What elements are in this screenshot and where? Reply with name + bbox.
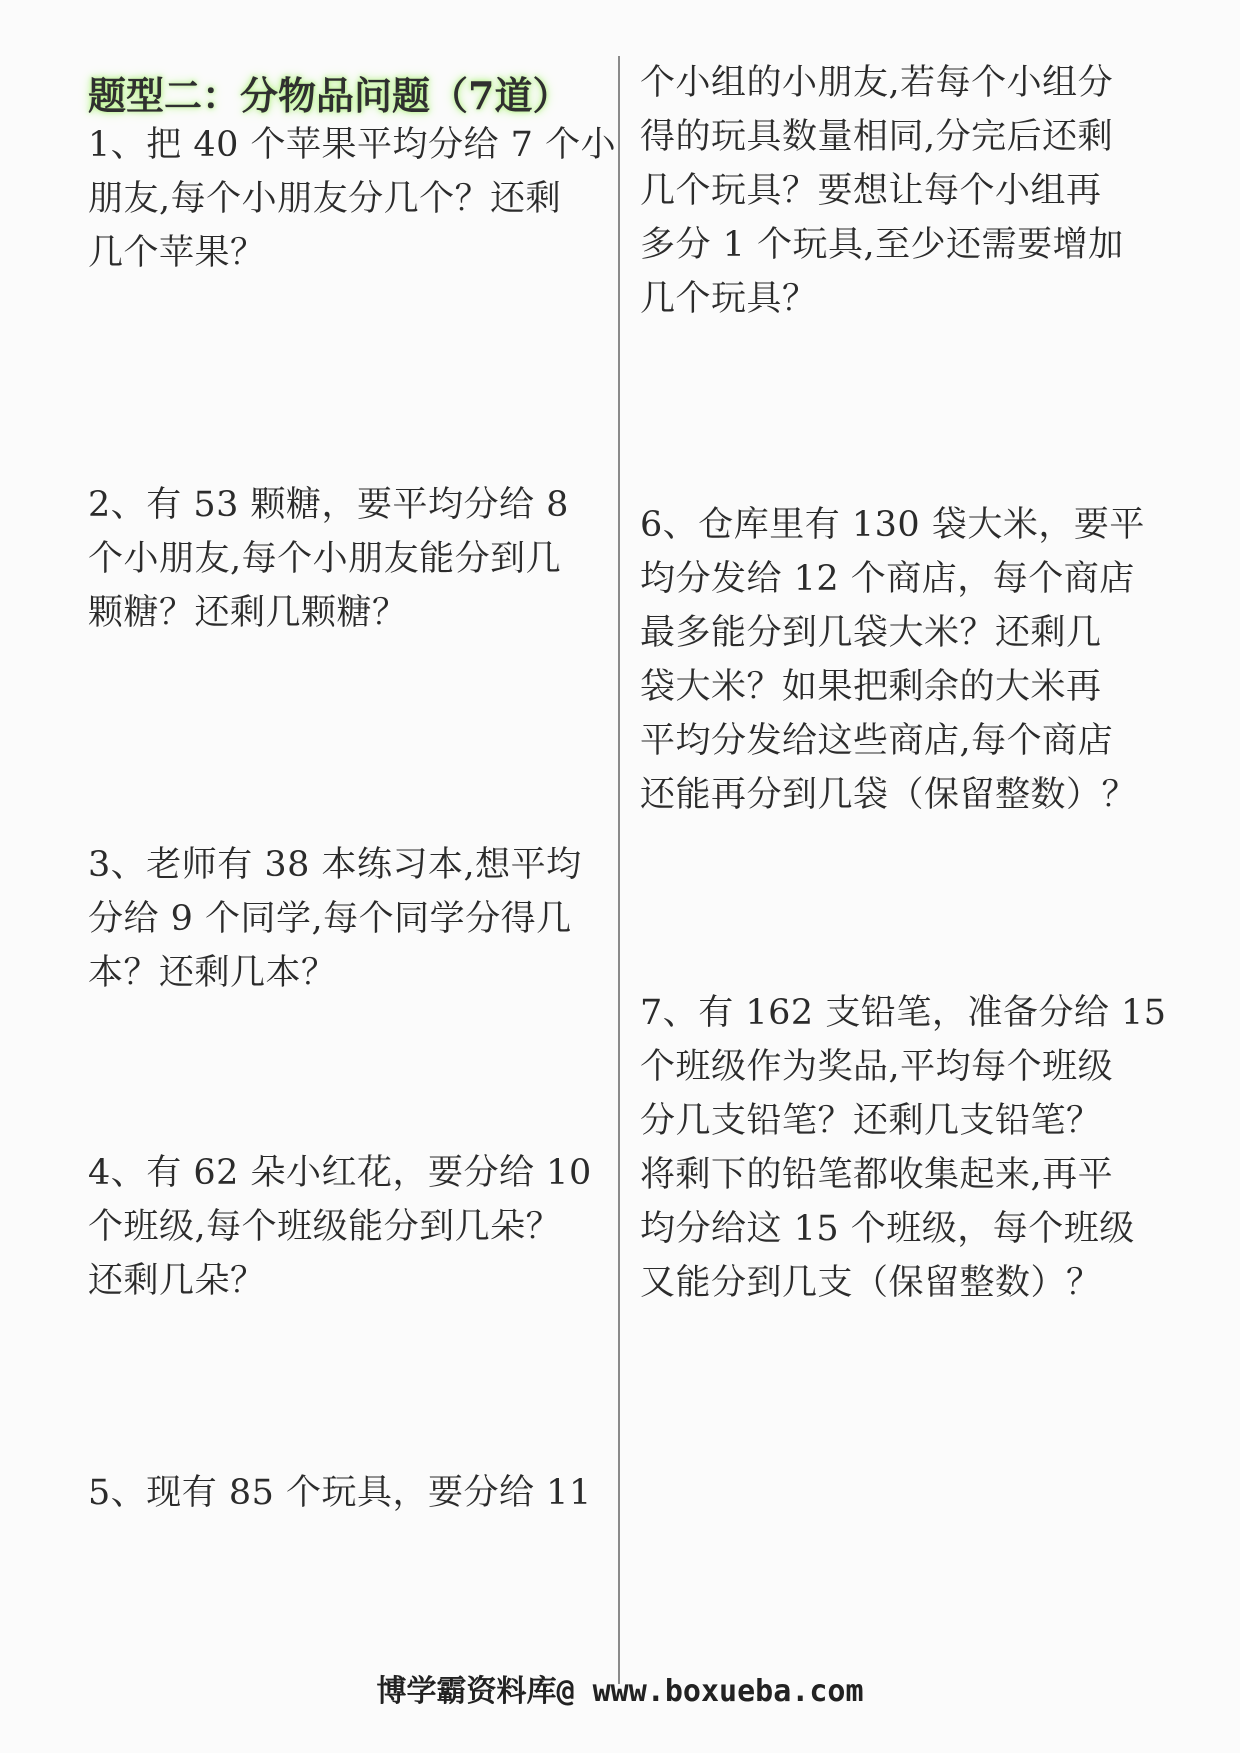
right-column: [640, 0, 1167, 1753]
column-divider: [618, 56, 620, 1684]
question-3: [88, 838, 608, 1000]
question-4: [88, 1146, 608, 1308]
question-line: 个小组的小朋友,若每个小组分: [640, 63, 1114, 103]
question-line: 个小朋友,每个小朋友能分到几: [88, 539, 562, 579]
question-1: [88, 118, 617, 280]
question-line: 3、老师有 38 本练习本,想平均: [88, 845, 582, 885]
question-line: 个班级,每个班级能分到几朵？: [88, 1207, 562, 1247]
question-line: 最多能分到几袋大米？还剩几: [640, 613, 1102, 653]
question-line: 得的玩具数量相同,分完后还剩: [640, 117, 1114, 157]
question-line: 7、有 162 支铅笔，准备分给 15: [640, 993, 1167, 1033]
question-line: 5、现有 85 个玩具，要分给 11: [88, 1473, 592, 1513]
question-line: 均分发给 12 个商店，每个商店: [640, 559, 1135, 599]
question-line: 1、把 40 个苹果平均分给 7 个小: [88, 125, 617, 165]
question-line: 6、仓库里有 130 袋大米，要平: [640, 505, 1145, 545]
site-name: 博学霸资料库: [376, 1674, 557, 1709]
watermark-footer: [0, 1670, 1240, 1714]
question-line: 袋大米？如果把剩余的大米再: [640, 667, 1102, 707]
question-5-start: [88, 1466, 608, 1520]
site-url: @ www.boxueba.com: [556, 1674, 864, 1709]
question-line: 2、有 53 颗糖，要平均分给 8: [88, 485, 569, 525]
question-line: 本？还剩几本？: [88, 953, 337, 993]
question-line: 将剩下的铅笔都收集起来,再平: [640, 1155, 1114, 1195]
question-5-continued: [640, 56, 1160, 326]
question-line: 分给 9 个同学,每个同学分得几: [88, 899, 572, 939]
question-line: 朋友,每个小朋友分几个？还剩: [88, 179, 562, 219]
question-line: 个班级作为奖品,平均每个班级: [640, 1047, 1114, 1087]
question-line: 平均分发给这些商店,每个商店: [640, 721, 1114, 761]
question-line: 几个玩具？: [640, 279, 818, 319]
question-line: 颗糖？还剩几颗糖？: [88, 593, 408, 633]
question-line: 几个玩具？要想让每个小组再: [640, 171, 1102, 211]
question-line: 4、有 62 朵小红花，要分给 10: [88, 1153, 592, 1193]
question-line: 多分 1 个玩具,至少还需要增加: [640, 225, 1124, 265]
question-7: [640, 986, 1167, 1310]
question-line: 还剩几朵？: [88, 1261, 266, 1301]
question-line: 几个苹果？: [88, 233, 266, 273]
question-line: 均分给这 15 个班级，每个班级: [640, 1209, 1135, 1249]
question-line: 还能再分到几袋（保留整数）？: [640, 775, 1138, 815]
question-line: 又能分到几支（保留整数）？: [640, 1263, 1102, 1303]
question-line: 分几支铅笔？还剩几支铅笔？: [640, 1101, 1102, 1141]
left-column: [88, 0, 617, 1753]
section-heading: 题型二：分物品问题（7道）: [88, 73, 571, 118]
question-6: [640, 498, 1160, 822]
question-2: [88, 478, 608, 640]
